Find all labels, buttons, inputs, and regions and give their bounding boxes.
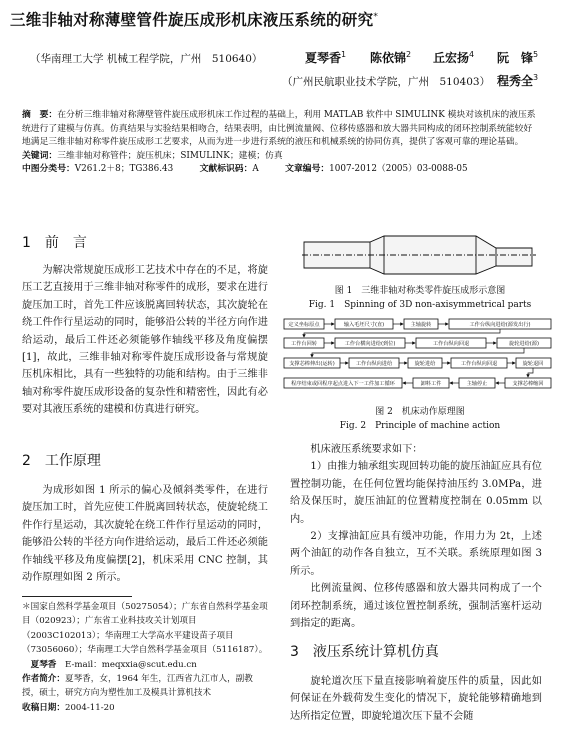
affiliation-2: （广州民航职业技术学院，广州 510403） [282, 76, 491, 88]
flow-text-14: 程序结束或回程序起点进入下一工件加工循环 [291, 381, 395, 387]
flow-text-12: 工作台纵向回退 [460, 361, 498, 367]
flow-text-9: 支撑芯棒伸出(运转) [289, 361, 335, 367]
footnote-divider [22, 596, 132, 597]
flow-text-7: 工作台纵向回退 [432, 341, 470, 347]
title-footnote-mark: * [373, 11, 379, 22]
section-3-heading: 3 液压系统计算机仿真 [290, 644, 439, 660]
flow-text-5: 工作台回转 [291, 341, 317, 347]
flow-text-6: 工作台横向进给(到位) [344, 341, 396, 347]
section-3-paragraph: 旋轮道次压下量直接影响着旋压件的质量，因此如何保证在外载荷发生变化的情况下，旋轮能够精确地到达所指定位置，即旋轮道次压下量不会随 [290, 676, 542, 722]
figure-2-caption-en: Fig. 2 Principle of machine action [339, 421, 501, 431]
flow-text-15: 卸料工件 [420, 381, 442, 387]
flow-text-8: 旋轮进给(源) [509, 341, 539, 347]
figure-2-flowchart [283, 316, 553, 394]
classification-line: 中图分类号：V261.2＋8；TG386.43 文献标识码：A 文章编号：1007-2012（2005）03-0088-05 [22, 164, 468, 175]
flow-text-4: 工作台纵向进给(源发出行) [469, 322, 531, 328]
flow-text-1: 定义坐标原点 [288, 322, 320, 328]
section-1-heading: 1 前 言 [22, 235, 87, 251]
closed-loop-paragraph: 比例流量阀、位移传感器和放大器共同构成了一个闭环控制系统，通过该位置控制系统，强制活塞杆运动到指定的距离。 [290, 583, 542, 630]
author-bio: 作者简介：夏琴香，女，1964 年生，江西省九江市人，副教授，硕士，研究方向为塑性加工及模具计算机技术 [22, 674, 253, 699]
flow-text-17: 支撑芯棒缩回 [512, 381, 544, 387]
contact-line: 夏琴香 E-mail：meqxxia@scut.edu.cn [30, 659, 197, 670]
right-column-text [290, 441, 542, 632]
flow-text-3: 主轴旋转 [410, 322, 432, 328]
affiliation-1: （华南理工大学 机械工程学院，广州 510640） [30, 53, 263, 65]
flow-text-2: 输入毛坯尺寸(直) [343, 322, 385, 328]
abstract-text: 摘 要：在分析三维非轴对称薄壁管件旋压成形机床工作过程的基础上，利用 MATLAB 软件中 SIMULINK 模块对该机床的液压系统进行了建模与仿真。仿真结果与实验结果相吻合，结果表明，由比例流量阀、位移传感器和放大器共同构成的闭环控制系统能较好地满足三维非轴对称零件旋压成形工艺要求，从而为进一步进行系统的液压和机械系统的协同仿真，提供了客观可靠的理论基础。 [22, 110, 536, 148]
flow-text-16: 主轴停止 [466, 381, 488, 387]
author-4: 阮 锋$^5$ [497, 50, 539, 65]
author-1: 夏琴香$^1$ [305, 50, 347, 65]
footnote-block [22, 600, 268, 715]
title-text: 三维非轴对称薄壁管件旋压成形机床液压系统的研究 [10, 11, 374, 29]
funding-note: ＊国家自然科学基金项目（50275054）；广东省自然科学基金项目（020923）；广东省工业科技攻关计划项目（2003C102013）；华南理工大学高水平建设苗子项目（73056060）；华南理工大学自然科学基金项目（5116187）。 [22, 602, 268, 656]
author-5: 程秀全$^3$ [497, 73, 539, 88]
requirement-1: 1）由推力轴承组实现回转功能的旋压油缸应具有位置控制功能，在任何位置均能保持油压约 3.0MPa，进给及保压时，旋压油缸的位置精度控制在 0.05mm 以内。 [290, 461, 542, 525]
figure-1-drawing [300, 228, 540, 280]
figure-1-caption-cn: 图 1 三维非轴对称类零件旋压成形示意图 [334, 286, 506, 296]
section-2-heading: 2 工作原理 [22, 453, 101, 469]
author-3: 丘宏扬$^4$ [433, 50, 475, 65]
author-2: 陈依锦$^2$ [370, 50, 412, 65]
section-1-paragraph: 为解决常规旋压成形工艺技术中存在的不足，将旋压工艺直接用于三维非轴对称零件的成形，要求在进行旋压加工时，首先工件应该脱离回转状态，其次旋轮在绕工件作行星运动的同时，能够沿公转的半径方向作进给运动，最后工件还必须能够作轴线平移及角度偏摆[1]，故此，三维非轴对称零件旋压成形设备与常规旋压机床相比，具有一些独特的功能和结构。由于三维非轴对称零件旋压成形设备的复杂性和精密性，因此有必要对其液压系统的建模和仿真进行研究。 [22, 265, 268, 416]
abstract-block [22, 109, 537, 177]
requirement-2: 2）支撑油缸应具有缓冲功能，作用力为 2t，上述两个油缸的动作各自独立，互不关联。系统原理如图 3 所示。 [290, 531, 542, 577]
flow-text-10: 工作台纵向进给 [355, 361, 393, 367]
figure-2-caption-cn: 图 2 机床动作原理图 [375, 407, 465, 417]
figure-1-caption-en: Fig. 1 Spinning of 3D non-axisymmetrical parts [308, 300, 532, 310]
keywords: 关键词：三维非轴对称管件；旋压机床；SIMULINK；建模；仿真 [22, 150, 283, 161]
requirements-intro: 机床液压系统要求如下： [310, 444, 423, 455]
flow-text-11: 旋轮进给 [414, 361, 436, 367]
paper-title [10, 8, 555, 30]
section-2-paragraph: 为成形如图 1 所示的偏心及倾斜类零件，在进行旋压加工时，首先应使工件脱离回转状态，使旋轮绕工件作行星运动，其次旋轮在绕工件作行星运动的同时，能够沿公转的半径方向作进给运动，最后工件还必须能作轴线平移及角度偏摆[2]，机床采用 CNC 控制，其动作原理如图 2 所示。 [22, 485, 268, 584]
flow-text-13: 旋轮退回 [522, 361, 544, 367]
received-date: 收稿日期：2004-11-20 [22, 702, 115, 713]
